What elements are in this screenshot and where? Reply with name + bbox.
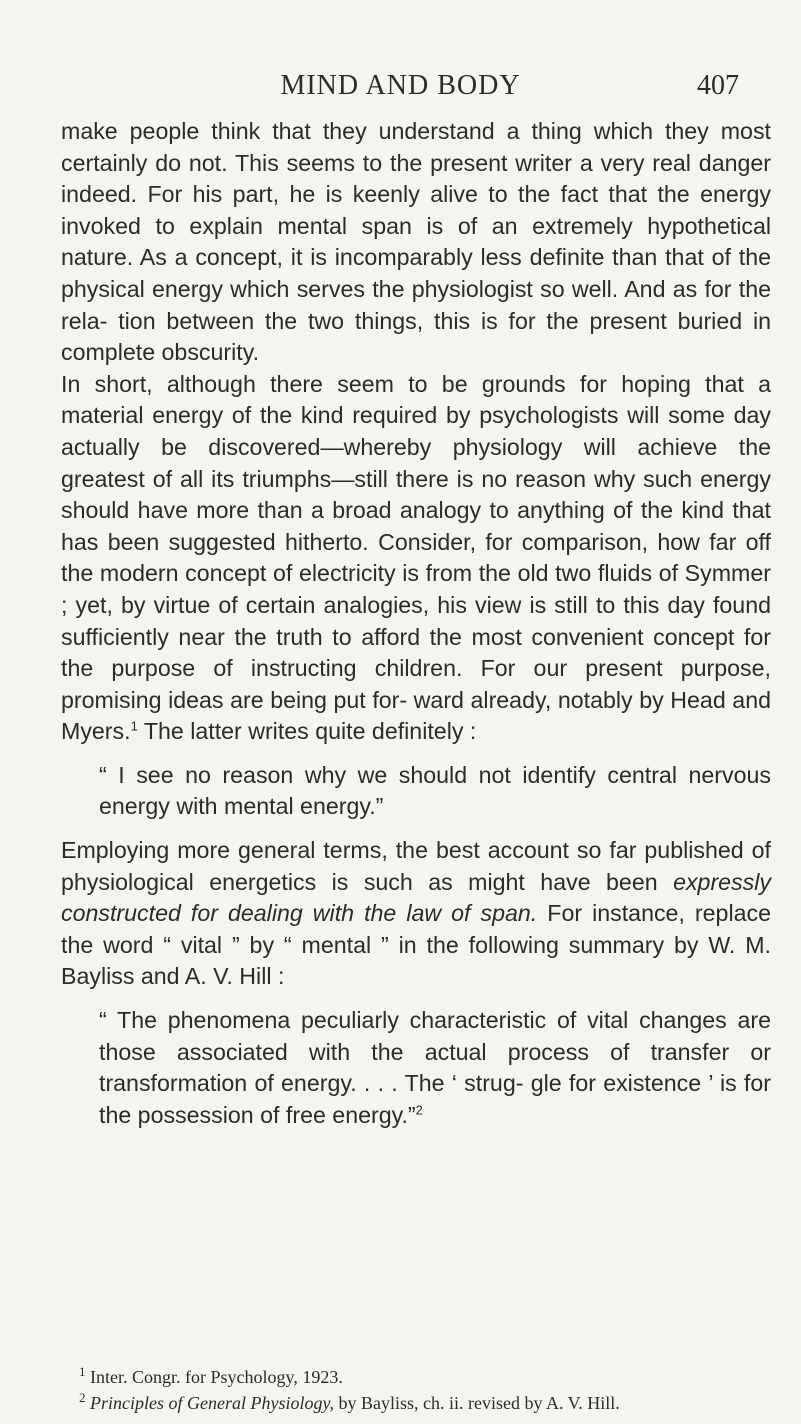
- footnote-2: [61, 1390, 771, 1416]
- paragraph-2-text-cont: The latter writes quite definitely :: [137, 718, 477, 745]
- footnote-ref-1: 1: [130, 718, 138, 734]
- page-header: [0, 70, 801, 110]
- paragraph-2: [61, 369, 771, 748]
- footnote-marker-2: 2: [79, 1390, 86, 1405]
- page-number: 407: [697, 70, 739, 101]
- footnote-ref-2: 2: [415, 1102, 423, 1118]
- paragraph-2-text: In short, although there seem to be grounds for hoping that a material energy of the kind required by psychologists will some day actually be discovered—whereby physiology will achieve the greatest of all its triumphs—still there is no reason why such energy should have more than a broad analogy to anything of the kind that has been suggested hitherto. Consider, for comparison, how far off the modern concept of electricity is from the old two fluids of Symmer ; yet, by virtue of certain analogies, his view is still to this day found sufficiently near the truth to afford the most convenient concept for the purpose of instructing children. For our present purpose, promising ideas are being put for- ward already, notably by Head and Myers.: [61, 370, 771, 745]
- footnote-2-title: Principles of General Physiology,: [85, 1393, 334, 1413]
- footnote-1-text: Inter. Congr. for Psychology, 1923.: [85, 1367, 343, 1387]
- paragraph-3-text-cont: For instance, replace the word “ vital ” by “ mental ” in the following summary by W. M. Bayliss and A. V. Hill :: [61, 900, 771, 990]
- footnote-2-text: by Bayliss, ch. ii. revised by A. V. Hill.: [333, 1393, 620, 1413]
- block-quote-2-text: “ The phenomena peculiarly characteristic of vital changes are those associated with the actual process of transfer or transformation of energy. . . . The ‘ strug- gle for existence ’ is for the possession of free energy.”: [99, 1007, 771, 1128]
- footnote-1: [61, 1364, 771, 1390]
- paragraph-1: make people think that they understand a thing which they most certainly do not. This seems to the present writer a very real danger indeed. For his part, he is keenly alive to the fact that the energy invoked to explain mental span is of an extremely hypothetical nature. As a concept, it is incomparably less definite than that of the physical energy which serves the physiologist so well. And as for the rela- tion between the two things, this is for the present buried in complete obscurity.: [61, 118, 771, 366]
- block-quote-1: “ I see no reason why we should not identify central nervous energy with mental energy.”: [99, 761, 771, 820]
- block-quote-2: [99, 1005, 771, 1131]
- footnotes: [61, 1364, 771, 1416]
- body-text: [61, 116, 771, 1131]
- footnote-marker-1: 1: [79, 1364, 86, 1379]
- paragraph-3-emphasis: expressly constructed for dealing with the law of span.: [61, 868, 771, 927]
- paragraph-3-text: Employing more general terms, the best account so far published of physiological energetics is such as might have been: [61, 837, 771, 895]
- paragraph-3: [61, 835, 771, 993]
- running-head: MIND AND BODY: [280, 70, 521, 101]
